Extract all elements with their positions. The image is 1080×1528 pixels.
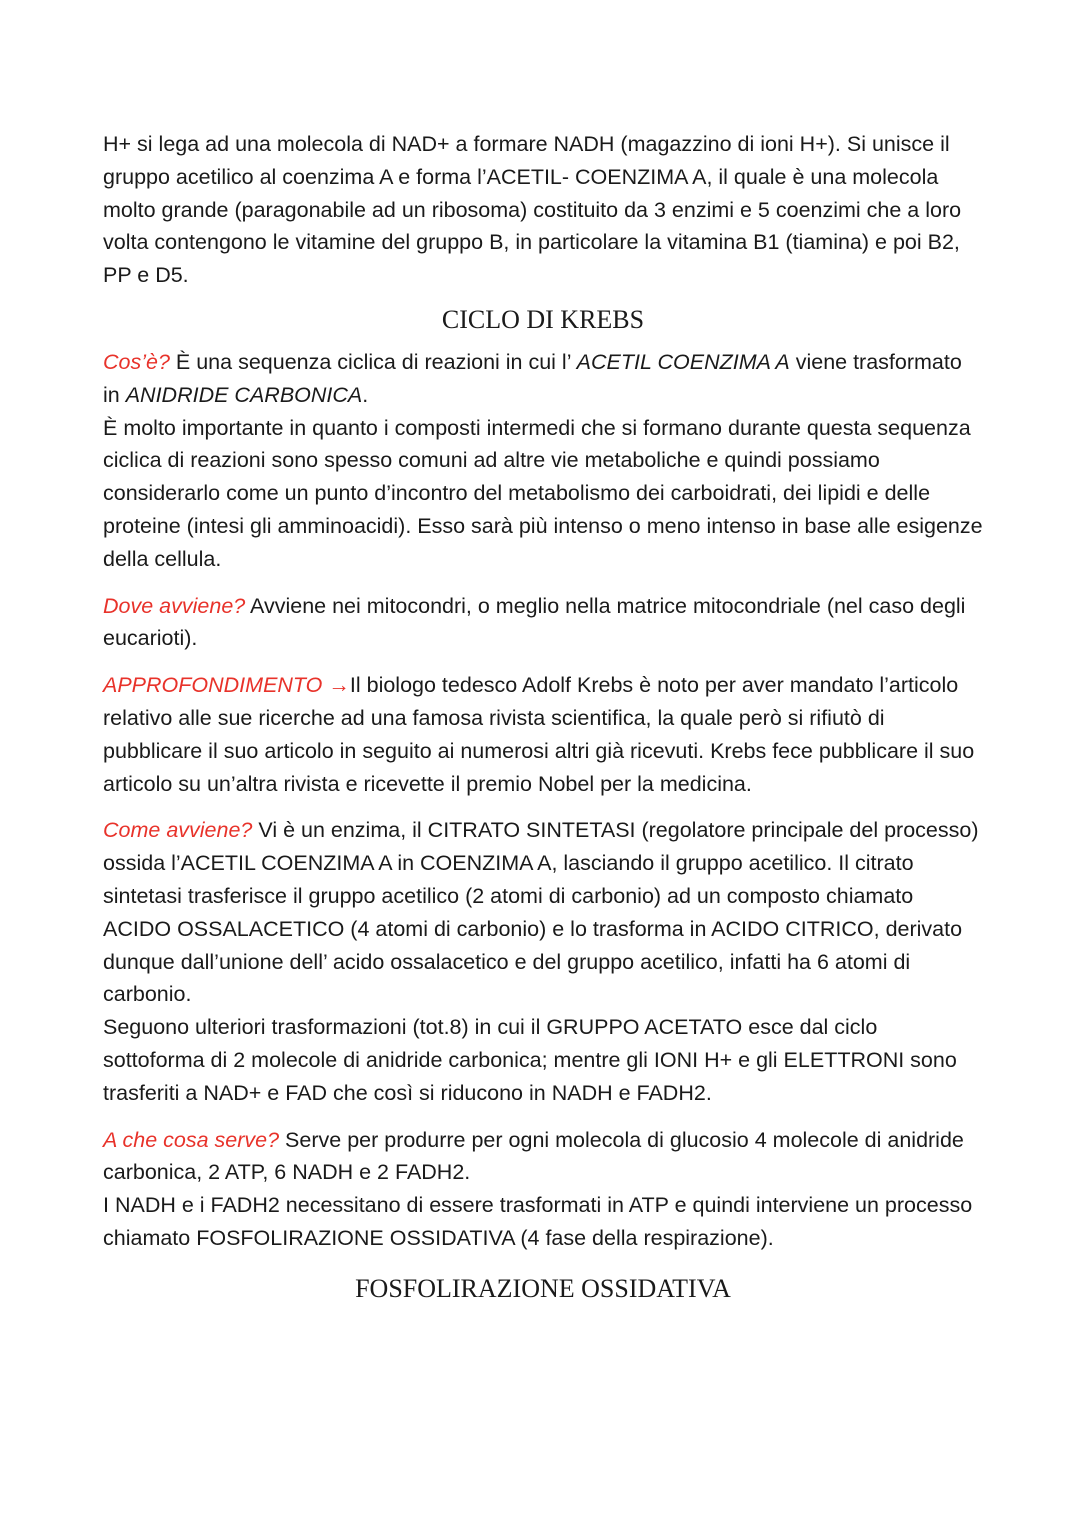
- come-more-paragraph: Seguono ulteriori trasformazioni (tot.8) in cui il GRUPPO ACETATO esce dal ciclo sottoforma di 2 molecole di anidride carbonica; mentre gli IONI H+ e gli ELETTRONI sono trasferiti a NAD+ e FAD che così si riducono in NADH e FADH2.: [103, 1015, 957, 1105]
- serve-more-paragraph: I NADH e i FADH2 necessitano di essere trasformati in ATP e quindi interviene un processo chiamato FOSFOLIRAZIONE OSSIDATIVA (4 fase della respirazione).: [103, 1193, 973, 1250]
- heading-ciclo-di-krebs: CICLO DI KREBS: [441, 304, 645, 334]
- cose-paragraph: [103, 346, 983, 412]
- arrow-right-icon: →: [328, 673, 350, 698]
- come-text: Vi è un enzima, il CITRATO SINTETASI (regolatore principale del processo) ossida l’ACETIL COENZIMA A in COENZIMA A, lasciando il gruppo acetilico. Il citrato sintetasi trasferisce il gruppo acetilico (2 atomi di carbonio) ad un composto chiamato ACIDO OSSALACETICO (4 atomi di carbonio) e lo trasforma in ACIDO CITRICO, derivato dunque dall’unione dell’ acido ossalacetico e del gruppo acetilico, infatti ha 6 atomi di carbonio.: [103, 818, 979, 1007]
- dove-text: Avviene nei mitocondri, o meglio nella matrice mitocondriale (nel caso degli eucarioti).: [103, 593, 966, 651]
- document-page: [103, 128, 983, 1305]
- cose-text-3: .: [362, 382, 369, 407]
- come-label: Come avviene?: [103, 818, 253, 843]
- come-paragraph: [103, 814, 983, 1011]
- dove-paragraph: [103, 590, 983, 656]
- approfondimento-paragraph: [103, 669, 983, 800]
- heading-fosfolirazione-ossidativa: FOSFOLIRAZIONE OSSIDATIVA: [355, 1273, 731, 1303]
- intro-paragraph: H+ si lega ad una molecola di NAD+ a formare NADH (magazzino di ioni H+). Si unisce il gruppo acetilico al coenzima A e forma l’ACETIL- COENZIMA A, il quale è una molecola molto grande (paragonabile ad un ribosoma) costituito da 3 enzimi e 5 coenzimi che a loro volta contengono le vitamine del gruppo B, in particolare la vitamina B1 (tiamina) e poi B2, PP e D5.: [103, 132, 962, 288]
- cose-text-1: È una sequenza ciclica di reazioni in cui l’: [169, 349, 577, 374]
- cose-italic-2: ANIDRIDE CARBONICA: [125, 382, 363, 407]
- serve-paragraph: [103, 1124, 983, 1190]
- approfondimento-text: Il biologo tedesco Adolf Krebs è noto per aver mandato l’articolo relativo alle sue ricerche ad una famosa rivista scientifica, la quale però si rifiutò di pubblicare il suo articolo in seguito ai numerosi altri già ricevuti. Krebs fece pubblicare il suo articolo su un’altra rivista e ricevette il premio Nobel per la medicina.: [103, 673, 975, 796]
- cose-text-2: viene trasformato in: [103, 349, 962, 407]
- cose-more-paragraph: È molto importante in quanto i composti intermedi che si formano durante questa sequenza ciclica di reazioni sono spesso comuni ad altre vie metaboliche e quindi possiamo considerarlo come un punto d’incontro del metabolismo dei carboidrati, dei lipidi e delle proteine (intesi gli amminoacidi). Esso sarà più intenso o meno intenso in base alle esigenze della cellula.: [103, 415, 983, 571]
- serve-text: Serve per produrre per ogni molecola di glucosio 4 molecole di anidride carbonica, 2 ATP, 6 NADH e 2 FADH2.: [103, 1127, 964, 1185]
- serve-label: A che cosa serve?: [103, 1127, 280, 1152]
- approfondimento-label: APPROFONDIMENTO: [103, 673, 323, 698]
- cose-italic-1: ACETIL COENZIMA A: [576, 349, 790, 374]
- cose-label: Cos’è?: [103, 349, 170, 374]
- dove-label: Dove avviene?: [103, 593, 246, 618]
